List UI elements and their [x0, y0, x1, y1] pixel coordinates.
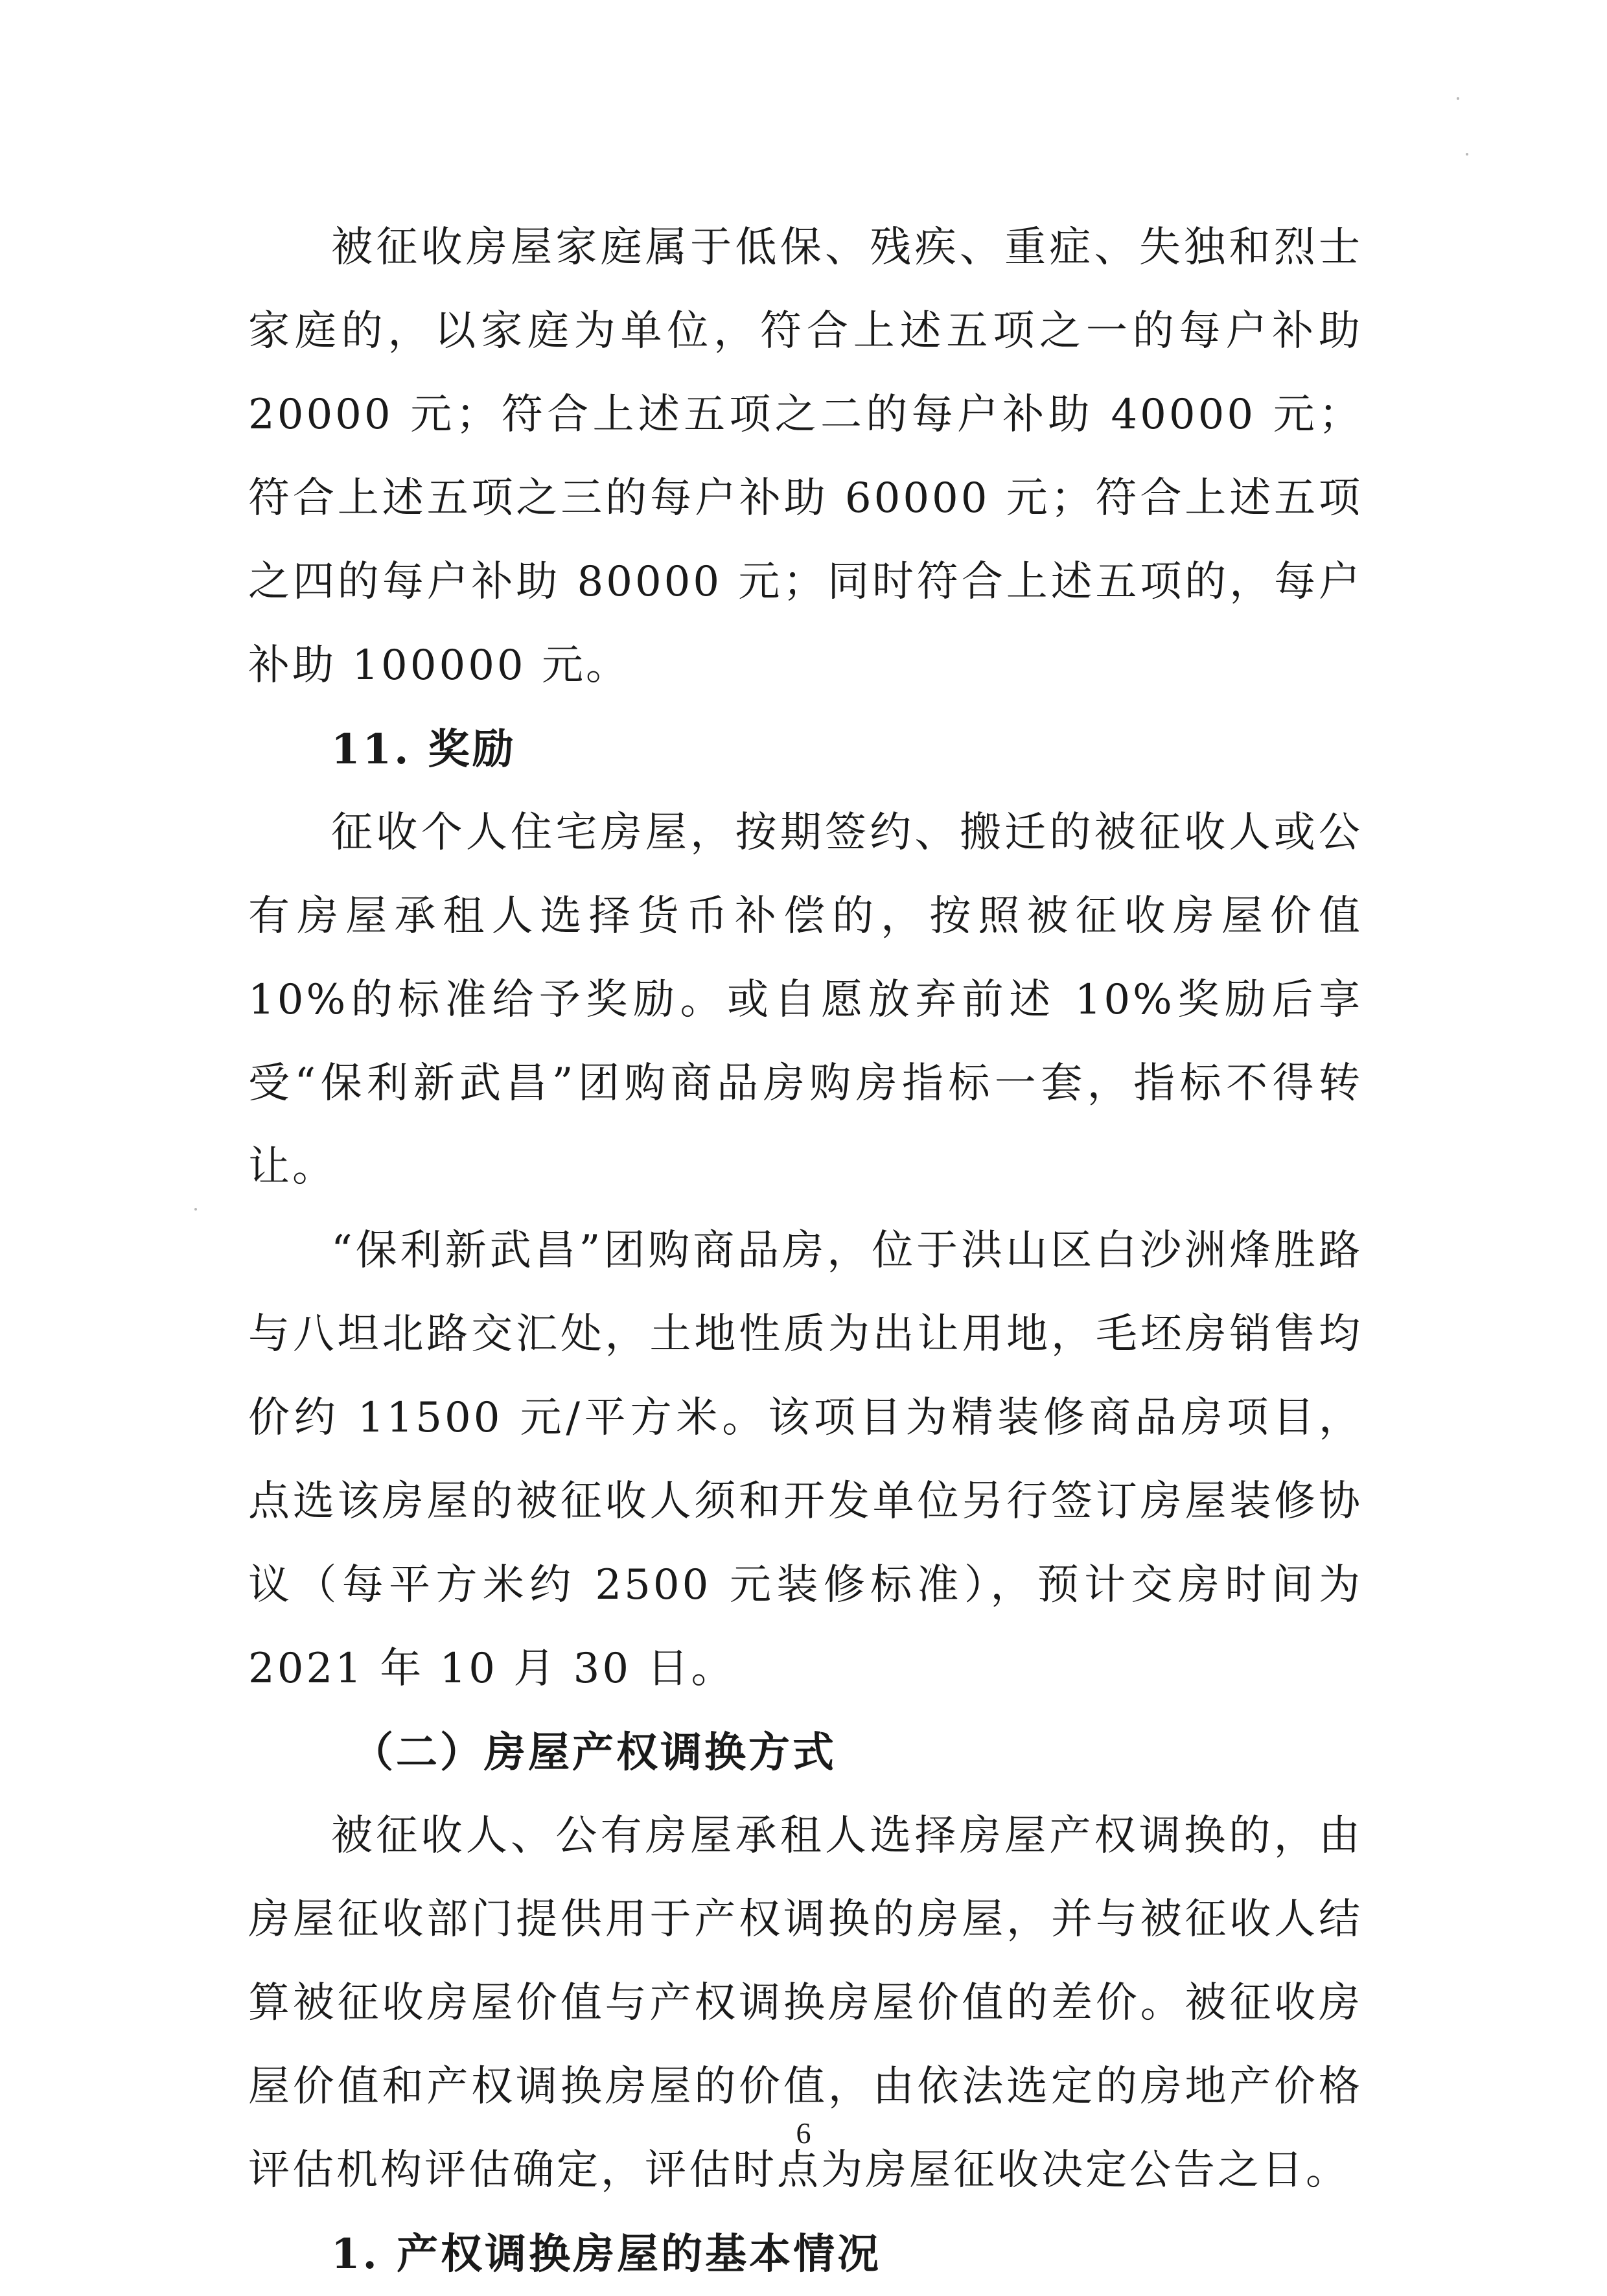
document-body: [248, 206, 1363, 2296]
paragraph-reward: 征收个人住宅房屋，按期签约、搬迁的被征收人或公有房屋承租人选择货币补偿的，按照被征收房屋价值 10%的标准给予奖励。或自愿放弃前述 10%奖励后享受“保利新武昌”团购商品房购房指标一套，指标不得转让。: [248, 809, 1363, 1191]
heading-exchange-housing-info: 1. 产权调换房屋的基本情况: [331, 2230, 882, 2279]
section-heading-property-exchange: （二）房屋产权调换方式: [352, 1728, 837, 1777]
heading-reward: 11. 奖励: [331, 725, 516, 774]
paragraph-property-exchange: 被征收人、公有房屋承租人选择房屋产权调换的，由房屋征收部门提供用于产权调换的房屋，并与被征收人结算被征收房屋价值与产权调换房屋价值的差价。被征收房屋价值和产权调换房屋的价值，由依法选定的房地产价格评估机构评估确定，评估时点为房屋征收决定公告之日。: [248, 1812, 1363, 2194]
scan-speck: [1457, 97, 1459, 100]
page-number: 6: [796, 2116, 811, 2150]
paragraph-subsidy: 被征收房屋家庭属于低保、残疾、重症、失独和烈士家庭的，以家庭为单位，符合上述五项之一的每户补助 20000 元；符合上述五项之二的每户补助 40000 元；符合上述五项之三的每户补助 60000 元；符合上述五项之四的每户补助 80000 元；同时符合上述五项的，每户补助 100000 元。: [248, 224, 1363, 690]
scan-speck: [194, 1208, 197, 1211]
scan-speck: [1466, 153, 1468, 156]
paragraph-poly-project: “保利新武昌”团购商品房，位于洪山区白沙洲烽胜路与八坦北路交汇处，土地性质为出让用地，毛坯房销售均价约 11500 元/平方米。该项目为精装修商品房项目，点选该房屋的被征收人须和开发单位另行签订房屋装修协议（每平方米约 2500 元装修标准），预计交房时间为 2021 年 10 月 30 日。: [248, 1227, 1363, 1693]
